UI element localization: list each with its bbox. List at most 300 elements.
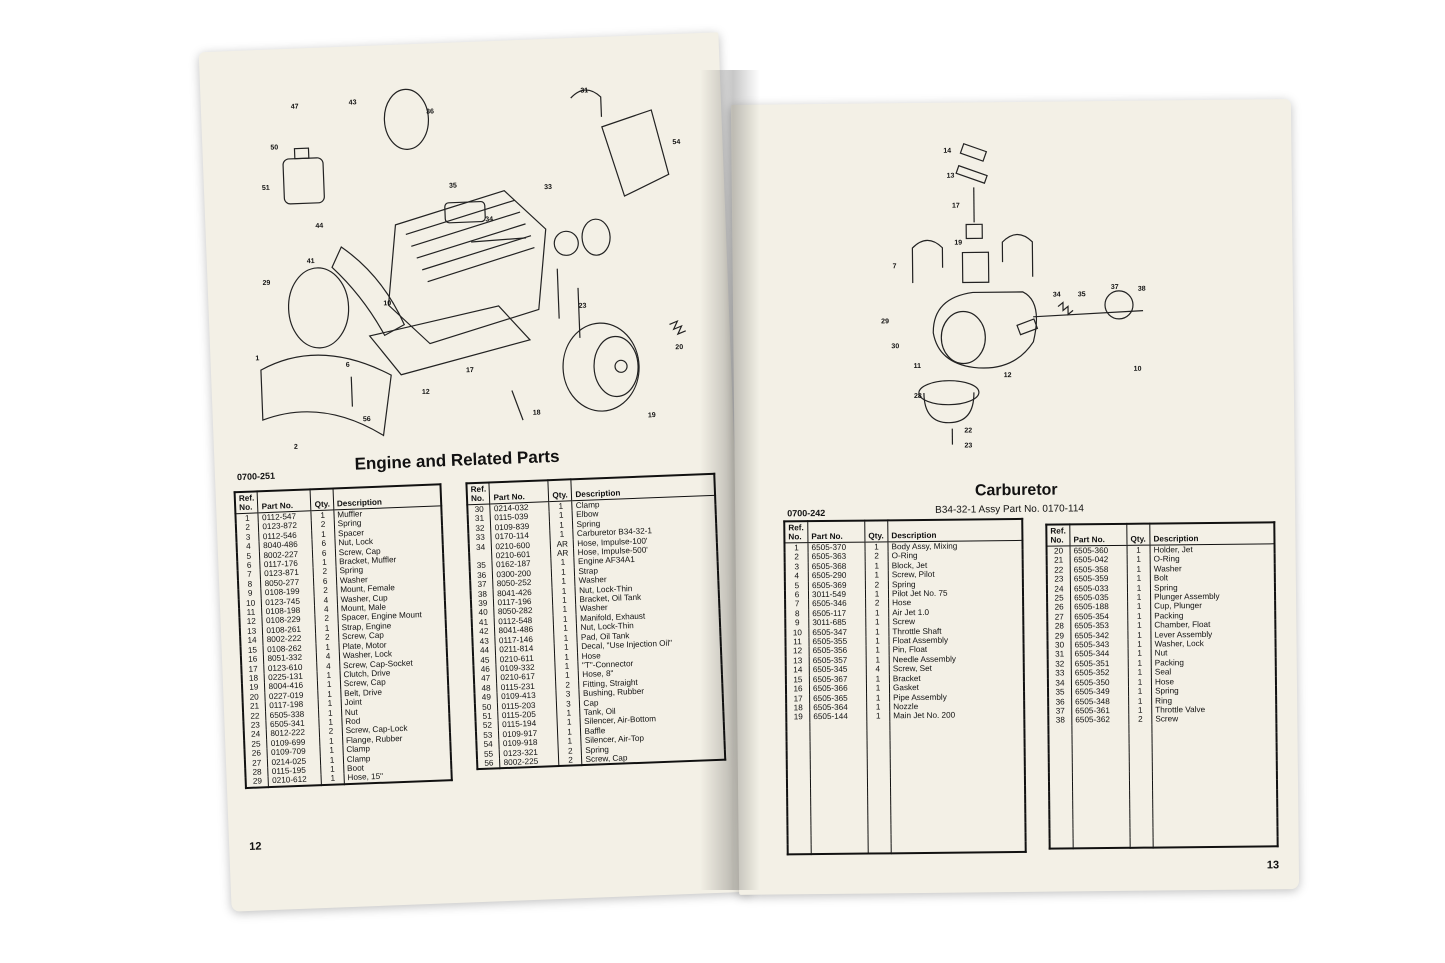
qty-cell: AR: [551, 548, 574, 558]
ref-cell: 6: [246, 560, 252, 570]
qty-cell: 2: [1129, 715, 1152, 725]
part-no-cell: 0123-872: [259, 521, 312, 532]
ref-cell: 35: [476, 561, 487, 571]
svg-text:28: 28: [913, 392, 922, 401]
empty-cell: [1049, 819, 1073, 829]
empty-cell: [1049, 763, 1073, 773]
col-qty: Qty.: [1127, 524, 1150, 546]
qty-cell: 1: [319, 698, 342, 708]
qty-cell: 1: [318, 689, 341, 699]
ref-cell: 16: [793, 684, 803, 694]
part-no-cell: 8041-486: [495, 624, 554, 636]
empty-cell: [786, 731, 810, 741]
description-cell: Screw, Cap: [338, 629, 446, 643]
empty-row: [788, 842, 1026, 855]
qty-cell: 1: [311, 510, 334, 521]
qty-cell: 1: [319, 717, 342, 727]
description-cell: Nozzle: [890, 701, 1025, 712]
qty-cell: 1: [554, 614, 577, 624]
svg-text:23: 23: [578, 302, 587, 310]
empty-cell: [1130, 828, 1153, 838]
part-no-cell: 8002-227: [260, 549, 313, 560]
ref-cell: 44: [479, 645, 490, 656]
description-cell: Seal: [1151, 667, 1276, 678]
part-no-cell: 6505-363: [808, 552, 865, 562]
part-no-cell: 6505-350: [1071, 678, 1128, 688]
description-cell: Hose: [578, 646, 721, 661]
qty-cell: 1: [866, 683, 889, 693]
part-no-cell: 6505-358: [1070, 565, 1127, 575]
svg-text:54: 54: [672, 138, 681, 147]
empty-cell: [1130, 809, 1153, 819]
empty-cell: [1129, 734, 1152, 744]
qty-cell: 1: [557, 717, 580, 727]
part-no-cell: 0112-546: [259, 530, 312, 541]
description-cell: Clutch, Drive: [340, 666, 448, 680]
ref-cell: 30: [1054, 640, 1065, 650]
description-cell: Body Assy, Mixing: [888, 540, 1023, 551]
part-no-cell: 6505-368: [808, 561, 865, 571]
svg-text:7: 7: [892, 263, 897, 271]
description-cell: Boot: [343, 760, 451, 774]
svg-text:34: 34: [485, 216, 494, 224]
description-cell: Hose, 8": [579, 665, 722, 680]
description-cell: Bolt: [1150, 573, 1275, 584]
qty-cell: 1: [867, 693, 890, 703]
qty-cell: 1: [550, 520, 573, 530]
empty-cell: [868, 843, 891, 854]
part-no-cell: 0210-617: [497, 671, 556, 683]
ref-cell: 40: [478, 608, 488, 618]
qty-cell: 1: [866, 646, 889, 656]
part-no-cell: 6505-367: [809, 674, 866, 684]
empty-cell: [787, 769, 811, 779]
ref-cell: 16: [248, 654, 258, 664]
description-cell: Spacer: [334, 525, 442, 539]
description-cell: Carburetor B34-32-1: [573, 524, 716, 539]
empty-cell: [1050, 838, 1074, 849]
description-cell: Silencer, Air-Bottom: [580, 712, 723, 727]
empty-cell: [1048, 735, 1072, 745]
empty-cell: [1130, 818, 1153, 828]
description-cell: Silencer, Air-Top: [581, 731, 724, 746]
qty-cell: 6: [314, 576, 337, 586]
col-desc: Description: [888, 519, 1023, 542]
svg-text:19: 19: [954, 239, 963, 247]
description-cell: Gasket: [889, 682, 1024, 693]
right-page-code: 0700-242: [787, 507, 826, 519]
description-cell: Nut, Lock: [335, 535, 443, 549]
svg-text:18: 18: [532, 409, 541, 417]
col-desc: Description: [1150, 522, 1275, 545]
ref-cell: 43: [479, 636, 489, 646]
svg-text:47: 47: [290, 103, 299, 111]
part-no-cell: 6505-338: [266, 709, 319, 720]
description-cell: Plate, Motor: [339, 638, 447, 652]
right-page: [731, 99, 1299, 895]
description-cell: Belt, Drive: [341, 685, 449, 699]
col-part: Part No.: [489, 480, 549, 504]
right-page-number: 13: [1266, 859, 1280, 872]
qty-cell: 1: [1127, 564, 1150, 574]
qty-cell: 4: [317, 651, 340, 661]
ref-cell: 9: [794, 618, 800, 628]
description-cell: Main Jet No. 200: [890, 710, 1025, 721]
description-cell: Washer, Lock: [339, 647, 447, 661]
part-no-cell: 6505-365: [810, 693, 867, 703]
ref-cell: 27: [251, 757, 262, 768]
ref-cell: 13: [246, 626, 257, 636]
description-cell: Screw, Pilot: [888, 569, 1023, 580]
ref-cell: 51: [482, 711, 492, 721]
empty-cell: [787, 807, 811, 817]
part-no-cell: 0109-699: [267, 737, 320, 748]
part-no-cell: 0123-321: [500, 747, 559, 759]
col-ref: Ref. No.: [235, 491, 259, 513]
ref-cell: 14: [247, 635, 257, 646]
description-cell: Fitting, Straight: [579, 674, 722, 689]
part-no-cell: 6505-354: [1071, 612, 1128, 622]
svg-text:37: 37: [1110, 283, 1119, 291]
qty-cell: 3: [556, 689, 579, 699]
ref-cell: 35: [1055, 687, 1065, 697]
ref-cell: 10: [245, 598, 256, 608]
part-no-cell: 0210-600: [492, 540, 551, 552]
description-cell: Throttle Shaft: [889, 626, 1024, 637]
qty-cell: 1: [317, 670, 340, 680]
ref-cell: 32: [475, 523, 485, 533]
empty-cell: [787, 797, 811, 807]
engine-exploded-diagram: [240, 64, 694, 461]
part-no-cell: 6505-117: [809, 608, 866, 618]
description-cell: Spring: [336, 563, 444, 577]
ref-cell: 47: [480, 673, 491, 684]
col-ref: Ref. No.: [784, 521, 808, 543]
part-no-cell: 0109-413: [497, 690, 556, 702]
carburetor-exploded-diagram: [861, 130, 1164, 453]
description-cell: Nut, Lock-Thin: [577, 618, 720, 633]
part-no-cell: 0211-814: [496, 643, 555, 655]
part-no-cell: 6505-345: [809, 665, 866, 675]
ref-cell: 33: [475, 532, 485, 543]
part-no-cell: 6505-035: [1071, 593, 1128, 603]
ref-cell: 31: [474, 514, 485, 524]
qty-cell: 1: [866, 618, 889, 628]
empty-cell: [868, 806, 891, 816]
part-no-cell: 6505-343: [1071, 640, 1128, 650]
description-cell: Screw, Cap-Lock: [342, 723, 450, 737]
left-page: [199, 32, 752, 911]
description-cell: Hose, Impulse-100': [574, 533, 717, 548]
part-no-cell: 6505-033: [1070, 583, 1127, 593]
empty-cell: [1129, 771, 1152, 781]
empty-cell: [1048, 725, 1072, 735]
qty-cell: 2: [556, 680, 579, 690]
description-cell: Lever Assembly: [1151, 629, 1276, 640]
part-no-cell: 6505-188: [1071, 602, 1128, 612]
svg-text:35: 35: [448, 182, 457, 190]
qty-cell: 1: [1128, 630, 1151, 640]
ref-cell: 21: [1054, 555, 1064, 565]
ref-cell: 53: [483, 730, 493, 740]
col-desc: Description: [333, 484, 441, 510]
part-no-cell: 6505-353: [1071, 621, 1128, 631]
ref-cell: 15: [793, 674, 803, 685]
ref-cell: 25: [1054, 593, 1064, 603]
empty-cell: [787, 788, 811, 798]
svg-text:33: 33: [544, 183, 553, 192]
empty-cell: [1130, 837, 1153, 848]
svg-text:35: 35: [1077, 291, 1086, 299]
ref-cell: 41: [478, 617, 489, 627]
qty-cell: 1: [558, 736, 581, 746]
ref-cell: 34: [475, 542, 486, 552]
part-no-cell: 6505-359: [1070, 574, 1127, 584]
svg-text:29: 29: [262, 279, 271, 288]
ref-cell: 36: [1055, 696, 1065, 707]
description-cell: Spring: [334, 516, 442, 530]
part-no-cell: 0210-612: [269, 774, 322, 786]
engine-parts-table-b: [465, 473, 726, 771]
part-no-cell: 6505-348: [1072, 696, 1129, 706]
description-cell: Spring: [1150, 582, 1275, 593]
part-no-cell: 8002-222: [263, 634, 316, 645]
description-cell: Spring: [582, 740, 725, 755]
empty-cell: [867, 768, 890, 778]
part-no-cell: 0117-196: [494, 596, 553, 608]
empty-cell: [1153, 836, 1278, 848]
part-no-cell: 0214-032: [490, 502, 549, 514]
ref-cell: 48: [481, 683, 491, 693]
part-no-cell: 0109-918: [499, 737, 558, 749]
qty-cell: 1: [1128, 611, 1151, 621]
qty-cell: 1: [867, 712, 890, 722]
description-cell: Washer: [1150, 563, 1275, 574]
empty-cell: [1129, 753, 1152, 763]
svg-text:10: 10: [1133, 365, 1142, 373]
ref-cell: 32: [1055, 659, 1065, 669]
part-no-cell: 0225-131: [265, 671, 318, 682]
ref-cell: 10: [792, 627, 803, 637]
description-cell: Washer: [575, 571, 718, 586]
description-cell: Screw, Cap: [335, 544, 443, 558]
qty-cell: 2: [559, 746, 582, 756]
description-cell: Hose, 15": [344, 770, 452, 785]
svg-text:1: 1: [255, 355, 260, 363]
description-cell: Screw, Cap: [340, 676, 448, 690]
description-cell: Manifold, Exhaust: [576, 609, 719, 624]
description-cell: Pad, Oil Tank: [577, 627, 720, 642]
qty-cell: 1: [552, 567, 575, 577]
part-no-cell: 8051-332: [264, 652, 317, 663]
ref-cell: 7: [247, 570, 252, 580]
empty-cell: [867, 759, 890, 769]
qty-cell: 1: [554, 633, 577, 643]
right-page-subtitle: B34-32-1 Assy Part No. 0170-114: [935, 503, 1084, 516]
ref-cell: 24: [250, 729, 261, 740]
ref-cell: 14: [793, 665, 803, 675]
qty-cell: 1: [866, 608, 889, 618]
svg-text:36: 36: [426, 108, 435, 116]
description-cell: Holder, Jet: [1150, 544, 1275, 555]
description-cell: Clamp: [343, 741, 451, 755]
part-no-cell: 0210-611: [496, 653, 555, 665]
col-qty: Qty.: [865, 520, 888, 542]
part-no-cell: 6505-347: [809, 627, 866, 637]
svg-text:12: 12: [421, 388, 430, 396]
qty-cell: 1: [865, 571, 888, 581]
qty-cell: 1: [1128, 677, 1151, 687]
empty-cell: [1073, 837, 1130, 848]
ref-cell: 3: [245, 532, 251, 542]
part-no-cell: 3011-549: [808, 590, 865, 600]
description-cell: Cap: [580, 693, 723, 708]
svg-text:50: 50: [270, 144, 279, 152]
svg-text:43: 43: [348, 99, 357, 107]
part-no-cell: 6505-360: [1070, 545, 1127, 556]
ref-cell: 5: [246, 551, 252, 561]
svg-text:41: 41: [306, 258, 315, 266]
description-cell: Ring: [1152, 695, 1277, 706]
ref-cell: 39: [478, 598, 488, 609]
qty-cell: 1: [865, 589, 888, 599]
right-page-title: Carburetor: [974, 481, 1058, 500]
description-cell: Throttle Valve: [1152, 704, 1277, 715]
qty-cell: 1: [1129, 696, 1152, 706]
qty-cell: 1: [554, 623, 577, 633]
part-no-cell: 0117-176: [260, 558, 313, 569]
svg-text:14: 14: [943, 147, 952, 155]
part-no-cell: 6505-364: [810, 702, 867, 712]
part-no-cell: 6505-356: [809, 646, 866, 656]
qty-cell: 1: [866, 636, 889, 646]
qty-cell: 1: [553, 605, 576, 615]
left-page-code: 0700-251: [236, 470, 276, 483]
carburetor-parts-table-a: [783, 518, 1026, 856]
qty-cell: 4: [315, 595, 338, 605]
part-no-cell: 8050-252: [493, 577, 552, 589]
qty-cell: 1: [1128, 640, 1151, 650]
empty-cell: [1130, 790, 1153, 800]
part-no-cell: 8012-222: [267, 727, 320, 738]
qty-cell: 1: [555, 661, 578, 671]
qty-cell: 2: [312, 520, 335, 530]
ref-cell: 34: [1055, 678, 1065, 688]
qty-cell: 2: [866, 599, 889, 609]
part-no-cell: 0123-745: [262, 596, 315, 607]
svg-text:51: 51: [261, 184, 270, 192]
description-cell: Washer: [576, 599, 719, 614]
part-no-cell: 3011-685: [809, 618, 866, 628]
part-no-cell: 6505-361: [1072, 706, 1129, 716]
empty-cell: [1129, 743, 1152, 753]
qty-cell: 1: [866, 674, 889, 684]
description-cell: Bushing, Rubber: [579, 684, 722, 699]
qty-cell: 1: [549, 501, 572, 512]
qty-cell: 1: [1128, 621, 1151, 631]
qty-cell: 1: [556, 670, 579, 680]
col-ref: Ref. No.: [1046, 524, 1070, 546]
part-no-cell: 8041-426: [493, 587, 552, 599]
ref-cell: 37: [477, 579, 487, 590]
svg-text:34: 34: [1052, 291, 1061, 299]
ref-cell: 11: [246, 607, 256, 617]
qty-cell: 2: [314, 567, 337, 577]
empty-cell: [867, 721, 890, 731]
description-cell: Clamp: [572, 495, 715, 510]
ref-cell: 27: [1054, 612, 1064, 622]
description-cell: Chamber, Float: [1151, 620, 1276, 631]
description-cell: Float Assembly: [889, 635, 1024, 646]
qty-cell: AR: [551, 539, 574, 549]
qty-cell: 4: [317, 661, 340, 671]
qty-cell: 1: [321, 755, 344, 765]
part-no-cell: 0109-839: [491, 521, 550, 533]
ref-cell: 1: [794, 543, 799, 553]
description-cell: Engine AF34A1: [574, 552, 717, 567]
empty-cell: [787, 825, 811, 835]
description-cell: Strap: [575, 562, 718, 577]
col-desc: Description: [571, 474, 715, 501]
empty-cell: [1049, 744, 1073, 754]
svg-text:6: 6: [345, 361, 350, 369]
description-cell: Screw: [889, 616, 1024, 627]
qty-cell: 1: [865, 542, 888, 552]
empty-cell: [1130, 800, 1153, 810]
part-no-cell: 0108-198: [262, 605, 315, 616]
description-cell: Bracket: [889, 673, 1024, 684]
col-part: Part No.: [1070, 524, 1127, 546]
empty-cell: [786, 722, 810, 732]
part-no-cell: 6505-352: [1071, 668, 1128, 678]
part-no-cell: 6505-144: [810, 712, 867, 722]
empty-cell: [1049, 782, 1073, 792]
ref-cell: 22: [250, 710, 260, 721]
description-cell: Bracket, Oil Tank: [576, 590, 719, 605]
part-no-cell: 0112-547: [258, 511, 311, 523]
ref-cell: 19: [793, 712, 803, 722]
ref-cell: 22: [1054, 565, 1064, 575]
empty-cell: [1129, 724, 1152, 734]
description-cell: Spring: [573, 515, 716, 530]
description-cell: Strap, Engine: [338, 619, 446, 633]
part-no-cell: 0210-601: [492, 549, 551, 561]
empty-cell: [1049, 791, 1073, 801]
empty-cell: [1049, 810, 1073, 820]
part-no-cell: 6505-362: [1072, 715, 1129, 725]
ref-cell: 31: [1055, 649, 1065, 660]
ref-cell: 54: [483, 739, 493, 750]
qty-cell: 1: [312, 529, 335, 539]
empty-cell: [891, 842, 1026, 854]
part-no-cell: 0170-114: [491, 530, 550, 542]
ref-cell: 7: [794, 599, 800, 609]
empty-cell: [1049, 829, 1073, 839]
qty-cell: 1: [1129, 705, 1152, 715]
empty-cell: [868, 796, 891, 806]
ref-cell: 49: [481, 692, 492, 703]
description-cell: Bracket, Muffler: [335, 553, 443, 567]
qty-cell: 1: [558, 727, 581, 737]
qty-cell: 1: [557, 708, 580, 718]
ref-cell: 21: [249, 701, 260, 711]
qty-cell: 1: [550, 529, 573, 539]
empty-cell: [787, 760, 811, 770]
qty-cell: 1: [1127, 555, 1150, 565]
ref-cell: 45: [480, 655, 490, 665]
ref-cell: 42: [479, 626, 489, 637]
description-cell: Joint: [341, 694, 449, 708]
